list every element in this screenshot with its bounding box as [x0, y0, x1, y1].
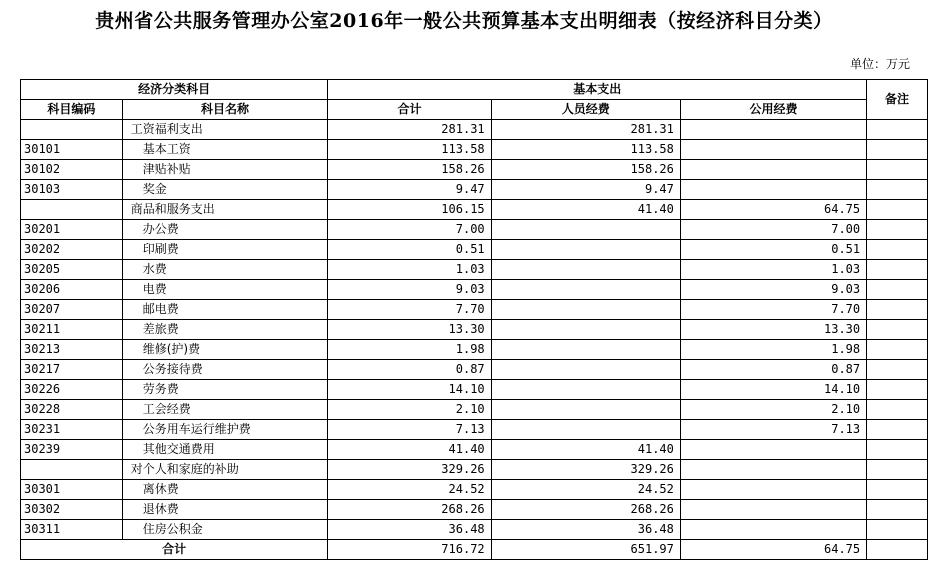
header-public: 公用经费 — [680, 100, 866, 120]
cell-personnel: 268.26 — [491, 500, 680, 520]
cell-code: 30226 — [21, 380, 123, 400]
cell-public: 7.13 — [680, 420, 866, 440]
cell-code: 30101 — [21, 140, 123, 160]
cell-name: 对个人和家庭的补助 — [122, 460, 328, 480]
cell-total: 113.58 — [328, 140, 491, 160]
cell-public — [680, 180, 866, 200]
unit-label: 单位：万元 — [849, 57, 910, 71]
cell-personnel: 158.26 — [491, 160, 680, 180]
table-row — [21, 520, 928, 540]
cell-remark — [867, 380, 928, 400]
cell-personnel — [491, 340, 680, 360]
cell-remark — [867, 280, 928, 300]
cell-total: 1.98 — [328, 340, 491, 360]
cell-public: 13.30 — [680, 320, 866, 340]
cell-name: 电费 — [122, 280, 328, 300]
cell-remark — [867, 160, 928, 180]
cell-remark — [867, 340, 928, 360]
cell-remark — [867, 120, 928, 140]
cell-personnel: 9.47 — [491, 180, 680, 200]
total-cell-remark — [867, 540, 928, 560]
cell-personnel: 36.48 — [491, 520, 680, 540]
table-row — [21, 260, 928, 280]
cell-name: 劳务费 — [122, 380, 328, 400]
header-personnel: 人员经费 — [491, 100, 680, 120]
cell-remark — [867, 400, 928, 420]
cell-remark — [867, 240, 928, 260]
cell-code: 30102 — [21, 160, 123, 180]
table-row — [21, 280, 928, 300]
cell-code: 30217 — [21, 360, 123, 380]
table-row — [21, 140, 928, 160]
total-cell-total: 716.72 — [328, 540, 491, 560]
cell-name: 邮电费 — [122, 300, 328, 320]
cell-total: 36.48 — [328, 520, 491, 540]
cell-public: 9.03 — [680, 280, 866, 300]
header-basic-expense: 基本支出 — [328, 80, 867, 100]
table-row — [21, 420, 928, 440]
cell-public: 64.75 — [680, 200, 866, 220]
table-row — [21, 200, 928, 220]
cell-remark — [867, 220, 928, 240]
cell-total: 9.47 — [328, 180, 491, 200]
cell-total: 7.70 — [328, 300, 491, 320]
header-total: 合计 — [328, 100, 491, 120]
table-row — [21, 320, 928, 340]
cell-total: 9.03 — [328, 280, 491, 300]
cell-remark — [867, 460, 928, 480]
cell-code: 30103 — [21, 180, 123, 200]
total-cell-personnel: 651.97 — [491, 540, 680, 560]
cell-remark — [867, 500, 928, 520]
table-row — [21, 120, 928, 140]
cell-total: 2.10 — [328, 400, 491, 420]
cell-personnel — [491, 280, 680, 300]
cell-name: 工会经费 — [122, 400, 328, 420]
cell-total: 41.40 — [328, 440, 491, 460]
cell-public: 0.51 — [680, 240, 866, 260]
cell-code: 30302 — [21, 500, 123, 520]
cell-total: 0.87 — [328, 360, 491, 380]
cell-remark — [867, 360, 928, 380]
cell-name: 津贴补贴 — [122, 160, 328, 180]
cell-personnel — [491, 300, 680, 320]
cell-public: 2.10 — [680, 400, 866, 420]
cell-total: 0.51 — [328, 240, 491, 260]
cell-code: 30228 — [21, 400, 123, 420]
total-label: 合计 — [21, 540, 328, 560]
cell-code: 30202 — [21, 240, 123, 260]
cell-public: 14.10 — [680, 380, 866, 400]
cell-public — [680, 440, 866, 460]
header-code: 科目编码 — [21, 100, 123, 120]
cell-total: 106.15 — [328, 200, 491, 220]
cell-remark — [867, 440, 928, 460]
cell-name: 办公费 — [122, 220, 328, 240]
cell-personnel — [491, 420, 680, 440]
cell-personnel — [491, 320, 680, 340]
cell-remark — [867, 260, 928, 280]
cell-public — [680, 520, 866, 540]
cell-personnel — [491, 240, 680, 260]
table-row — [21, 340, 928, 360]
cell-remark — [867, 480, 928, 500]
cell-remark — [867, 140, 928, 160]
cell-public: 0.87 — [680, 360, 866, 380]
cell-public — [680, 120, 866, 140]
total-cell-public: 64.75 — [680, 540, 866, 560]
cell-code: 30213 — [21, 340, 123, 360]
cell-code: 30201 — [21, 220, 123, 240]
cell-personnel — [491, 220, 680, 240]
cell-total: 158.26 — [328, 160, 491, 180]
cell-personnel: 41.40 — [491, 200, 680, 220]
cell-public — [680, 160, 866, 180]
table-row — [21, 400, 928, 420]
cell-code: 30207 — [21, 300, 123, 320]
table-row — [21, 440, 928, 460]
cell-name: 水费 — [122, 260, 328, 280]
cell-code: 30311 — [21, 520, 123, 540]
cell-remark — [867, 200, 928, 220]
table-row — [21, 220, 928, 240]
table-body — [21, 120, 928, 540]
cell-remark — [867, 520, 928, 540]
cell-personnel: 113.58 — [491, 140, 680, 160]
header-row-top — [21, 80, 928, 100]
header-name: 科目名称 — [122, 100, 328, 120]
table-row — [21, 240, 928, 260]
cell-public — [680, 140, 866, 160]
table-row — [21, 480, 928, 500]
cell-public: 1.03 — [680, 260, 866, 280]
cell-total: 24.52 — [328, 480, 491, 500]
cell-public — [680, 480, 866, 500]
cell-name: 维修(护)费 — [122, 340, 328, 360]
cell-total: 7.00 — [328, 220, 491, 240]
cell-name: 印刷费 — [122, 240, 328, 260]
cell-code — [21, 200, 123, 220]
cell-remark — [867, 300, 928, 320]
cell-name: 差旅费 — [122, 320, 328, 340]
cell-public: 7.70 — [680, 300, 866, 320]
cell-code: 30301 — [21, 480, 123, 500]
table-row — [21, 300, 928, 320]
cell-code: 30231 — [21, 420, 123, 440]
header-remarks: 备注 — [867, 80, 928, 120]
cell-public — [680, 500, 866, 520]
table-row — [21, 360, 928, 380]
cell-name: 其他交通费用 — [122, 440, 328, 460]
cell-name: 公务用车运行维护费 — [122, 420, 328, 440]
cell-public: 7.00 — [680, 220, 866, 240]
cell-personnel: 24.52 — [491, 480, 680, 500]
budget-table — [20, 79, 928, 560]
cell-remark — [867, 180, 928, 200]
cell-name: 工资福利支出 — [122, 120, 328, 140]
cell-personnel — [491, 360, 680, 380]
cell-code — [21, 120, 123, 140]
header-econ-class: 经济分类科目 — [21, 80, 328, 100]
cell-name: 基本工资 — [122, 140, 328, 160]
cell-total: 7.13 — [328, 420, 491, 440]
cell-total: 281.31 — [328, 120, 491, 140]
cell-personnel — [491, 400, 680, 420]
table-row — [21, 460, 928, 480]
cell-name: 退休费 — [122, 500, 328, 520]
cell-code: 30239 — [21, 440, 123, 460]
cell-personnel — [491, 260, 680, 280]
cell-code — [21, 460, 123, 480]
total-row — [21, 540, 928, 560]
cell-personnel: 281.31 — [491, 120, 680, 140]
cell-personnel: 41.40 — [491, 440, 680, 460]
cell-name: 商品和服务支出 — [122, 200, 328, 220]
cell-remark — [867, 420, 928, 440]
cell-code: 30206 — [21, 280, 123, 300]
cell-name: 离休费 — [122, 480, 328, 500]
cell-personnel: 329.26 — [491, 460, 680, 480]
cell-code: 30211 — [21, 320, 123, 340]
cell-personnel — [491, 380, 680, 400]
cell-code: 30205 — [21, 260, 123, 280]
cell-total: 14.10 — [328, 380, 491, 400]
cell-public — [680, 460, 866, 480]
cell-total: 329.26 — [328, 460, 491, 480]
cell-total: 13.30 — [328, 320, 491, 340]
cell-remark — [867, 320, 928, 340]
cell-public: 1.98 — [680, 340, 866, 360]
cell-name: 公务接待费 — [122, 360, 328, 380]
cell-name: 住房公积金 — [122, 520, 328, 540]
table-row — [21, 180, 928, 200]
cell-total: 268.26 — [328, 500, 491, 520]
table-row — [21, 160, 928, 180]
cell-name: 奖金 — [122, 180, 328, 200]
table-row — [21, 500, 928, 520]
page-title: 贵州省公共服务管理办公室2016年一般公共预算基本支出明细表（按经济科目分类） — [95, 10, 833, 32]
header-row-sub — [21, 100, 928, 120]
table-row — [21, 380, 928, 400]
cell-total: 1.03 — [328, 260, 491, 280]
